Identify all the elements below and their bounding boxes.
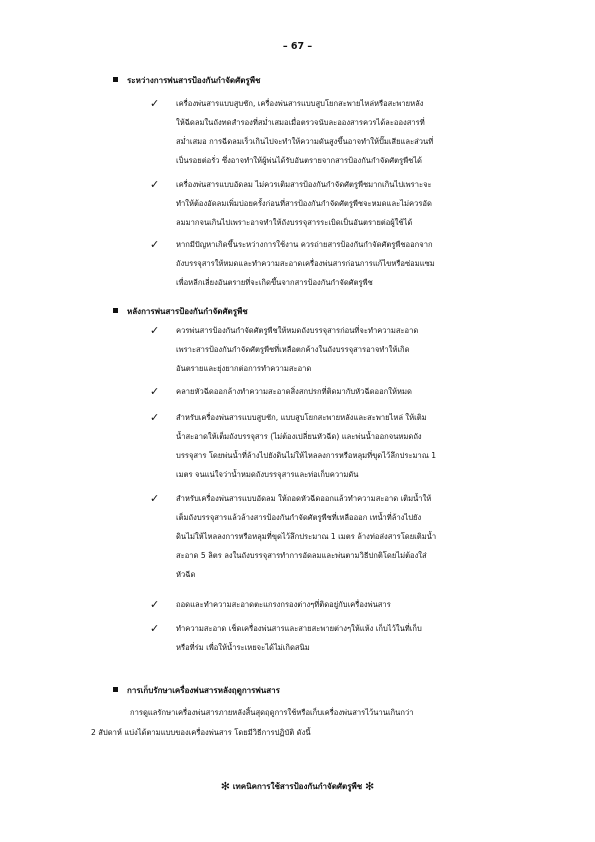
asterisk-star-icon: ✻ xyxy=(220,780,230,793)
text-line: ทำให้ต้องอัดลมเพิ่มบ่อยครั้งก่อนที่สารป้องกันกำจัดศัตรูพืชจะหมดและไม่ควรอัด xyxy=(176,199,432,208)
text-line: สำหรับเครื่องพ่นสารแบบอัดลม ให้ถอดหัวฉีดออกแล้วทำความสะอาด เติมน้ำให้ xyxy=(176,494,432,503)
text-line: เมตร จนแน่ใจว่าน้ำหมดถังบรรจุสารและท่อเก็บความดัน xyxy=(176,470,359,479)
text-line: หัวฉีด xyxy=(176,570,196,579)
text-line: ให้ฉีดลมในถังทดสำรองที่สม่ำเสมอเมื่อตรวจนับละอองสารควรได้ละอองสารที่ xyxy=(176,118,425,127)
text-line: ดินไม่ให้ไหลลงการหรือหลุมที่ขุดไว้ลึกประมาณ 1 เมตร ล้างท่อส่งสารโดยเติมน้ำ xyxy=(176,532,437,541)
checkmark-icon: ✓ xyxy=(150,238,160,251)
bullet-square-icon xyxy=(113,308,118,313)
text-line: เต็มถังบรรจุสารแล้วล้างสารป้องกันกำจัดศัตรูพืชที่เหลือออก เทน้ำที่ล้างไปยัง xyxy=(176,513,422,522)
bullet-square-icon xyxy=(113,687,118,692)
text-line: ลมมากจนเกินไปเพราะอาจทำให้ถังบรรจุสารระเบิดเป็นอันตรายต่อผู้ใช้ได้ xyxy=(176,218,413,227)
text-line: เครื่องพ่นสารแบบอัดลม ไม่ควรเติมสารป้องกันกำจัดศัตรูพืชมากเกินไปเพราะจะ xyxy=(176,180,432,189)
text-line: บรรจุสาร โดยพ่นน้ำที่ล้างไปยังดินไม่ให้ไหลลงการหรือหลุมที่ขุดไว้ลึกประมาณ 1 xyxy=(176,451,437,460)
text-line: คลายหัวฉีดออกล้างทำความสะอาดสิ่งสกปรกที่ติดมากับหัวฉีดออกให้หมด xyxy=(176,387,412,396)
checkmark-icon: ✓ xyxy=(150,492,160,505)
text-line: ถอดและทำความสะอาดตะแกรงกรองต่างๆที่ติดอยู่กับเครื่องพ่นสาร xyxy=(176,600,391,609)
text-line: เพื่อหลีกเลี่ยงอันตรายที่จะเกิดขึ้นจากสารป้องกันกำจัดศัตรูพืช xyxy=(176,278,373,287)
asterisk-star-icon: ✻ xyxy=(365,780,375,793)
bullet-square-icon xyxy=(113,77,118,82)
paragraph-line: การดูแลรักษาเครื่องพ่นสารภายหลังสิ้นสุดฤดูการใช้หรือเก็บเครื่องพ่นสารไว้นานเกินกว่า xyxy=(130,708,414,717)
checkmark-icon: ✓ xyxy=(150,97,160,110)
text-line: เป็นรอยต่อรั่ว ซึ่งอาจทำให้ผู้พ่นได้รับอันตรายจากสารป้องกันกำจัดศัตรูพืชได้ xyxy=(176,156,422,165)
text-line: เพราะสารป้องกันกำจัดศัตรูพืชที่เหลือตกค้างในถังบรรจุสารอาจทำให้เกิด xyxy=(176,345,410,354)
section-heading-text: หลังการพ่นสารป้องกันกำจัดศัตรูพืช xyxy=(127,307,248,316)
text-line: ควรพ่นสารป้องกันกำจัดศัตรูพืชให้หมดถังบรรจุสารก่อนที่จะทำความสะอาด xyxy=(176,326,419,335)
checkmark-icon: ✓ xyxy=(150,598,160,611)
section-heading-text: การเก็บรักษาเครื่องพ่นสารหลังฤดูการพ่นสาร xyxy=(127,686,280,695)
text-line: สม่ำเสมอ การฉีดลมเร็วเกินไปจะทำให้ความดันสูงขึ้นอาจทำให้ปั๊มเสียและส่วนที่ xyxy=(176,137,434,146)
text-line: ถังบรรจุสารให้หมดและทำความสะอาดเครื่องพ่นสารก่อนการแก้ไขหรือซ่อมแซม xyxy=(176,259,435,268)
text-line: ทำความสะอาด เช็ดเครื่องพ่นสารและสายสะพายต่างๆให้แห้ง เก็บไว้ในที่เก็บ xyxy=(176,624,422,633)
section-heading-after-spraying xyxy=(113,305,248,318)
checkmark-icon: ✓ xyxy=(150,622,160,635)
checkmark-icon: ✓ xyxy=(150,411,160,424)
text-line: หากมีปัญหาเกิดขึ้นระหว่างการใช้งาน ควรถ่ายสารป้องกันกำจัดศัตรูพืชออกจาก xyxy=(176,240,433,249)
text-line: สำหรับเครื่องพ่นสารแบบสูบชัก, แบบสูบโยกสะพายหลังและสะพายไหล่ ให้เติม xyxy=(176,413,427,422)
text-line: อันตรายและยุ่งยากต่อการทำความสะอาด xyxy=(176,364,312,373)
checkmark-icon: ✓ xyxy=(150,385,160,398)
section-heading-storage xyxy=(113,684,280,697)
text-line: น้ำสะอาดให้เต็มถังบรรจุสาร (ไม่ต้องเปลี่ยนหัวฉีด) และพ่นน้ำออกจนหมดถัง xyxy=(176,432,422,441)
text-line: สะอาด 5 ลิตร ลงในถังบรรจุสารทำการอัดลมและพ่นตามวิธีปกติโดยไม่ต้องใส่ xyxy=(176,551,427,560)
section-heading-text: ระหว่างการพ่นสารป้องกันกำจัดศัตรูพืช xyxy=(127,76,261,85)
checkmark-icon: ✓ xyxy=(150,324,160,337)
footer-text: เทคนิคการใช้สารป้องกันกำจัดศัตรูพืช xyxy=(232,782,363,791)
page-footer xyxy=(0,780,595,793)
paragraph-line: 2 สัปดาห์ แบ่งได้ตามแบบของเครื่องพ่นสาร โดยมีวิธีการปฏิบัติ ดังนี้ xyxy=(91,728,311,737)
checkmark-icon: ✓ xyxy=(150,178,160,191)
text-line: หรือที่ร่ม เพื่อให้น้ำระเหยจะได้ไม่เกิดสนิม xyxy=(176,643,310,652)
page-number: – 67 – xyxy=(282,41,313,52)
section-heading-during-spraying xyxy=(113,74,260,87)
text-line: เครื่องพ่นสารแบบสูบชัก, เครื่องพ่นสารแบบสูบโยกสะพายไหล่หรือสะพายหลัง xyxy=(176,99,424,108)
